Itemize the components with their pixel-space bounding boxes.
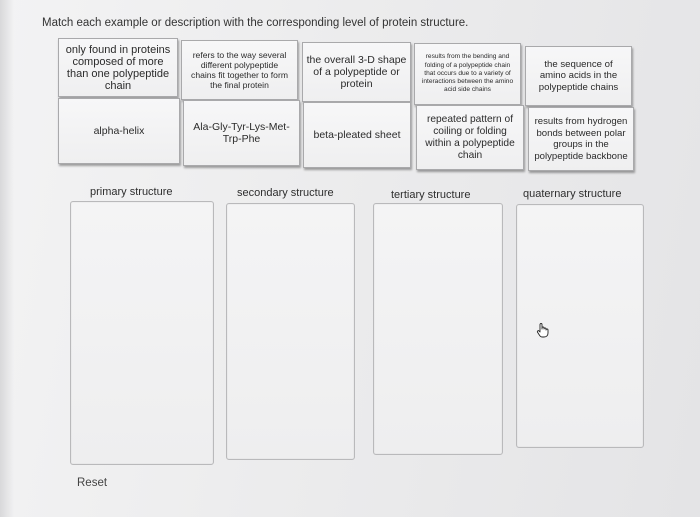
drag-card-overall-3d-shape[interactable]	[302, 42, 411, 102]
drag-card-hydrogen-bonds-backbone[interactable]	[528, 107, 634, 171]
card-text: the sequence of amino acids in the polypeptide chains	[538, 58, 619, 93]
card-text: alpha-helix	[93, 125, 145, 137]
drag-card-several-chains-fit[interactable]	[181, 40, 298, 100]
card-text: refers to the way several different polypeptide chains fit together to form the final protein	[191, 50, 288, 90]
card-text: repeated pattern of coiling or folding within a polypeptide chain	[425, 113, 515, 161]
drop-zone-secondary[interactable]	[226, 203, 355, 460]
card-text: only found in proteins composed of more than one polypeptide chain	[65, 43, 171, 92]
instruction-text: Match each example or description with the corresponding level of protein structure.	[42, 17, 469, 29]
drag-card-beta-pleated-sheet[interactable]	[303, 102, 411, 168]
drag-card-bending-folding-side-chains[interactable]	[414, 43, 521, 105]
card-text: beta-pleated sheet	[313, 129, 401, 141]
zone-label-secondary: secondary structure	[237, 187, 334, 199]
card-text: results from hydrogen bonds between polar groups in the polypeptide backbone	[534, 116, 628, 162]
zone-label-tertiary: tertiary structure	[391, 189, 471, 201]
drag-card-amino-sequence-example[interactable]	[183, 100, 300, 166]
zone-label-quaternary: quaternary structure	[523, 188, 622, 200]
drag-card-repeated-coiling-pattern[interactable]	[416, 105, 524, 170]
drop-zone-tertiary[interactable]	[373, 203, 503, 455]
hand-pointer-icon	[536, 322, 550, 338]
drag-card-amino-acid-sequence[interactable]	[525, 46, 632, 106]
zone-label-primary: primary structure	[90, 186, 173, 198]
drag-card-quaternary-only-multi-chain[interactable]	[58, 38, 178, 97]
card-text: the overall 3-D shape of a polypeptide or protein	[306, 54, 407, 90]
card-text: results from the bending and folding of a polypeptide chain that occurs due to a variety of interactions between the amino acid side chains	[421, 53, 514, 94]
reset-button[interactable]: Reset	[77, 477, 108, 489]
drop-zone-primary[interactable]	[70, 201, 214, 465]
left-edge-shadow	[0, 0, 14, 517]
card-text: Ala-Gly-Tyr-Lys-Met-Trp-Phe	[193, 121, 290, 145]
drag-card-alpha-helix[interactable]	[58, 98, 180, 164]
